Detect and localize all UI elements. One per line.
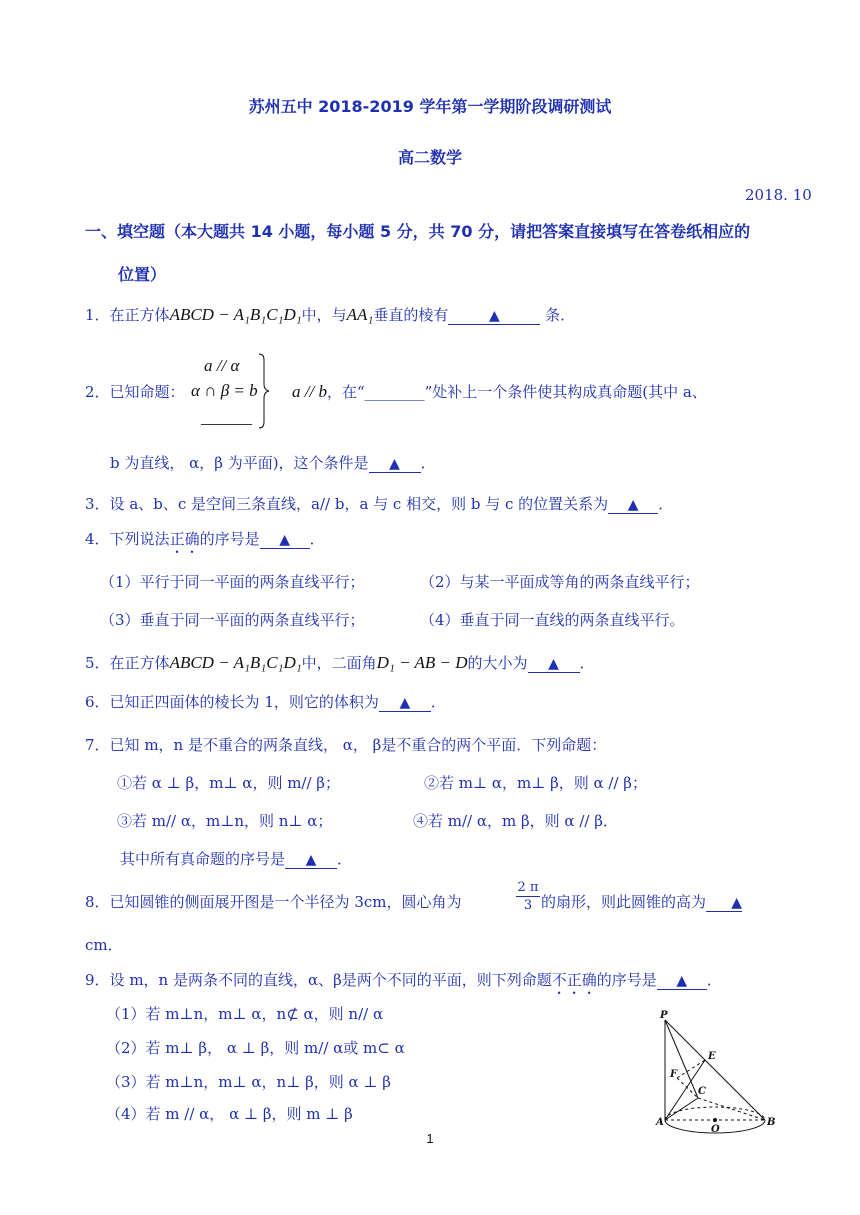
page-number: 1: [426, 1131, 434, 1146]
math-expression: ABCD − A₁B₁C₁D₁: [169, 653, 302, 672]
answer-blank[interactable]: [608, 495, 658, 514]
option-item: （3）垂直于同一平面的两条直线平行；: [100, 611, 365, 629]
math-expression: a // b: [292, 382, 327, 401]
math-expression: AA₁: [346, 305, 374, 324]
emphasized-text: 正确: [169, 530, 200, 548]
section-heading-line1: 一、填空题（本大题共 14 小题，每小题 5 分，共 70 分，请把答案直接填写在答卷纸相应的: [85, 222, 751, 241]
label-c: C: [698, 1086, 706, 1097]
triangle-icon: ▲: [676, 973, 688, 989]
option-item: （3）若 m⊥n，m⊥ α，n⊥ β，则 α ⊥ β: [106, 1073, 391, 1091]
option-item: （1）若 m⊥n，m⊥ α，n⊄ α，则 n// α: [106, 1005, 384, 1023]
question-text: 下列说法: [109, 530, 170, 548]
question-text: ．: [706, 971, 722, 989]
question-text: ．: [658, 495, 674, 513]
question-2: [85, 381, 185, 402]
question-3: [85, 493, 673, 514]
question-number: 6．: [85, 693, 110, 711]
question-text: 的大小为: [467, 654, 528, 672]
question-number: 9．: [85, 971, 110, 989]
section-heading: [85, 219, 750, 242]
brace-icon: [258, 352, 270, 430]
question-text: 设 m，n 是两条不同的直线，α、β是两个不同的平面，则下列命题: [109, 971, 552, 989]
option-item: （2）与某一平面成等角的两条直线平行；: [420, 573, 700, 591]
question-text: 已知命题：: [109, 383, 185, 401]
question-text: 垂直的棱有: [373, 306, 449, 324]
fraction: [516, 880, 540, 915]
question-number: 4．: [85, 530, 110, 548]
condition-2: α ∩ β = b: [191, 381, 258, 400]
question-text: 已知圆锥的侧面展开图是一个半径为 3cm，圆心角为: [109, 893, 462, 911]
fraction-denominator: 3: [523, 898, 533, 913]
triangle-icon: ▲: [399, 695, 411, 711]
question-number: 7．: [85, 736, 110, 754]
option-item: （2）若 m⊥ β， α ⊥ β，则 m// α或 m⊂ α: [106, 1039, 405, 1057]
question-text: 的扇形，则此圆锥的高为: [541, 893, 707, 911]
answer-blank[interactable]: [379, 693, 431, 712]
question-text: ，在“________”处补上一个条件使其构成真命题(其中 a、: [326, 383, 707, 401]
answer-blank[interactable]: [706, 893, 742, 912]
question-text: 设 a、b、c 是空间三条直线，a// b，a 与 c 相交，则 b 与 c 的位置关系为: [109, 495, 609, 513]
condition-1: a // α: [204, 356, 240, 375]
label-e: E: [708, 1051, 716, 1062]
question-8-cont: [541, 891, 742, 912]
option-item: （4）若 m // α， α ⊥ β，则 m ⊥ β: [106, 1105, 353, 1123]
page-subtitle: 高二数学: [397, 148, 462, 167]
label-a: A: [656, 1117, 664, 1128]
math-expression: D₁ − AB − D: [376, 653, 468, 672]
question-number: 3．: [85, 495, 110, 513]
answer-blank[interactable]: [528, 654, 580, 673]
triangle-icon: ▲: [488, 308, 500, 324]
question-number: 8．: [85, 893, 110, 911]
question-text: 中，与: [301, 306, 347, 324]
triangle-icon: ▲: [389, 456, 400, 472]
answer-blank[interactable]: [260, 530, 310, 549]
question-8-line2: cm．: [85, 936, 123, 954]
question-1: [85, 304, 575, 325]
cone-figure: [650, 1010, 780, 1140]
question-text: b 为直线， α，β 为平面)，这个条件是: [110, 454, 369, 472]
question-text: ．: [337, 850, 353, 868]
question-7: [85, 734, 606, 755]
answer-blank[interactable]: [448, 306, 540, 325]
answer-blank[interactable]: [657, 971, 707, 990]
page-title: 苏州五中 2018-2019 学年第一学期阶段调研测试: [248, 97, 612, 116]
triangle-icon: ▲: [731, 895, 743, 911]
math-expression: ABCD − A₁B₁C₁D₁: [169, 305, 302, 324]
triangle-icon: ▲: [279, 532, 290, 548]
label-f: F: [670, 1069, 678, 1080]
question-text: ．: [579, 654, 595, 672]
question-number: 1．: [85, 306, 110, 324]
label-o: O: [711, 1124, 720, 1135]
answer-blank[interactable]: [285, 850, 337, 869]
question-text: 在正方体: [109, 654, 170, 672]
question-text: ．: [309, 530, 325, 548]
triangle-icon: ▲: [305, 852, 317, 868]
question-text: 在正方体: [109, 306, 170, 324]
fraction-numerator: 2 π: [517, 880, 539, 895]
question-text: 中，二面角: [301, 654, 377, 672]
question-5: [85, 652, 595, 673]
triangle-icon: ▲: [627, 497, 639, 513]
section-heading-line2: 位置）: [118, 265, 167, 284]
question-8: [85, 891, 462, 912]
question-text: 条．: [545, 306, 576, 324]
date: 2018. 10: [745, 186, 812, 204]
question-text: 已知正四面体的棱长为 1，则它的体积为: [109, 693, 379, 711]
condition-blank: ______: [201, 408, 252, 427]
proposition-item: ③若 m// α，m⊥n，则 n⊥ α；: [117, 812, 333, 830]
proposition-item: ④若 m// α，m β，则 α // β．: [413, 812, 618, 830]
answer-blank[interactable]: [369, 454, 421, 473]
question-text: 已知 m，n 是不重合的两条直线， α， β是不重合的两个平面．下列命题：: [109, 736, 607, 754]
option-item: （1）平行于同一平面的两条直线平行；: [100, 573, 365, 591]
question-text: ．: [430, 693, 446, 711]
option-item: （4）垂直于同一直线的两条直线平行。: [420, 611, 685, 629]
triangle-icon: ▲: [548, 656, 559, 672]
question-text: 的序号是: [199, 530, 260, 548]
label-p: P: [660, 1010, 668, 1021]
question-9: [85, 969, 722, 998]
question-text: 其中所有真命题的序号是: [120, 850, 286, 868]
question-text: ．: [420, 454, 436, 472]
proposition-item: ①若 α ⊥ β，m⊥ α，则 m// β；: [117, 774, 340, 792]
label-b: B: [767, 1117, 776, 1128]
proposition-item: ②若 m⊥ α，m⊥ β，则 α // β；: [424, 774, 647, 792]
question-number: 2．: [85, 383, 110, 401]
emphasized-text: 不正确: [551, 971, 597, 989]
question-text: 的序号是: [596, 971, 657, 989]
question-6: [85, 691, 446, 712]
question-4: [85, 528, 325, 557]
question-number: 5．: [85, 654, 110, 672]
question-7-conclusion: [120, 848, 352, 869]
question-2-result: [292, 381, 707, 402]
question-2-line2: [110, 452, 436, 473]
